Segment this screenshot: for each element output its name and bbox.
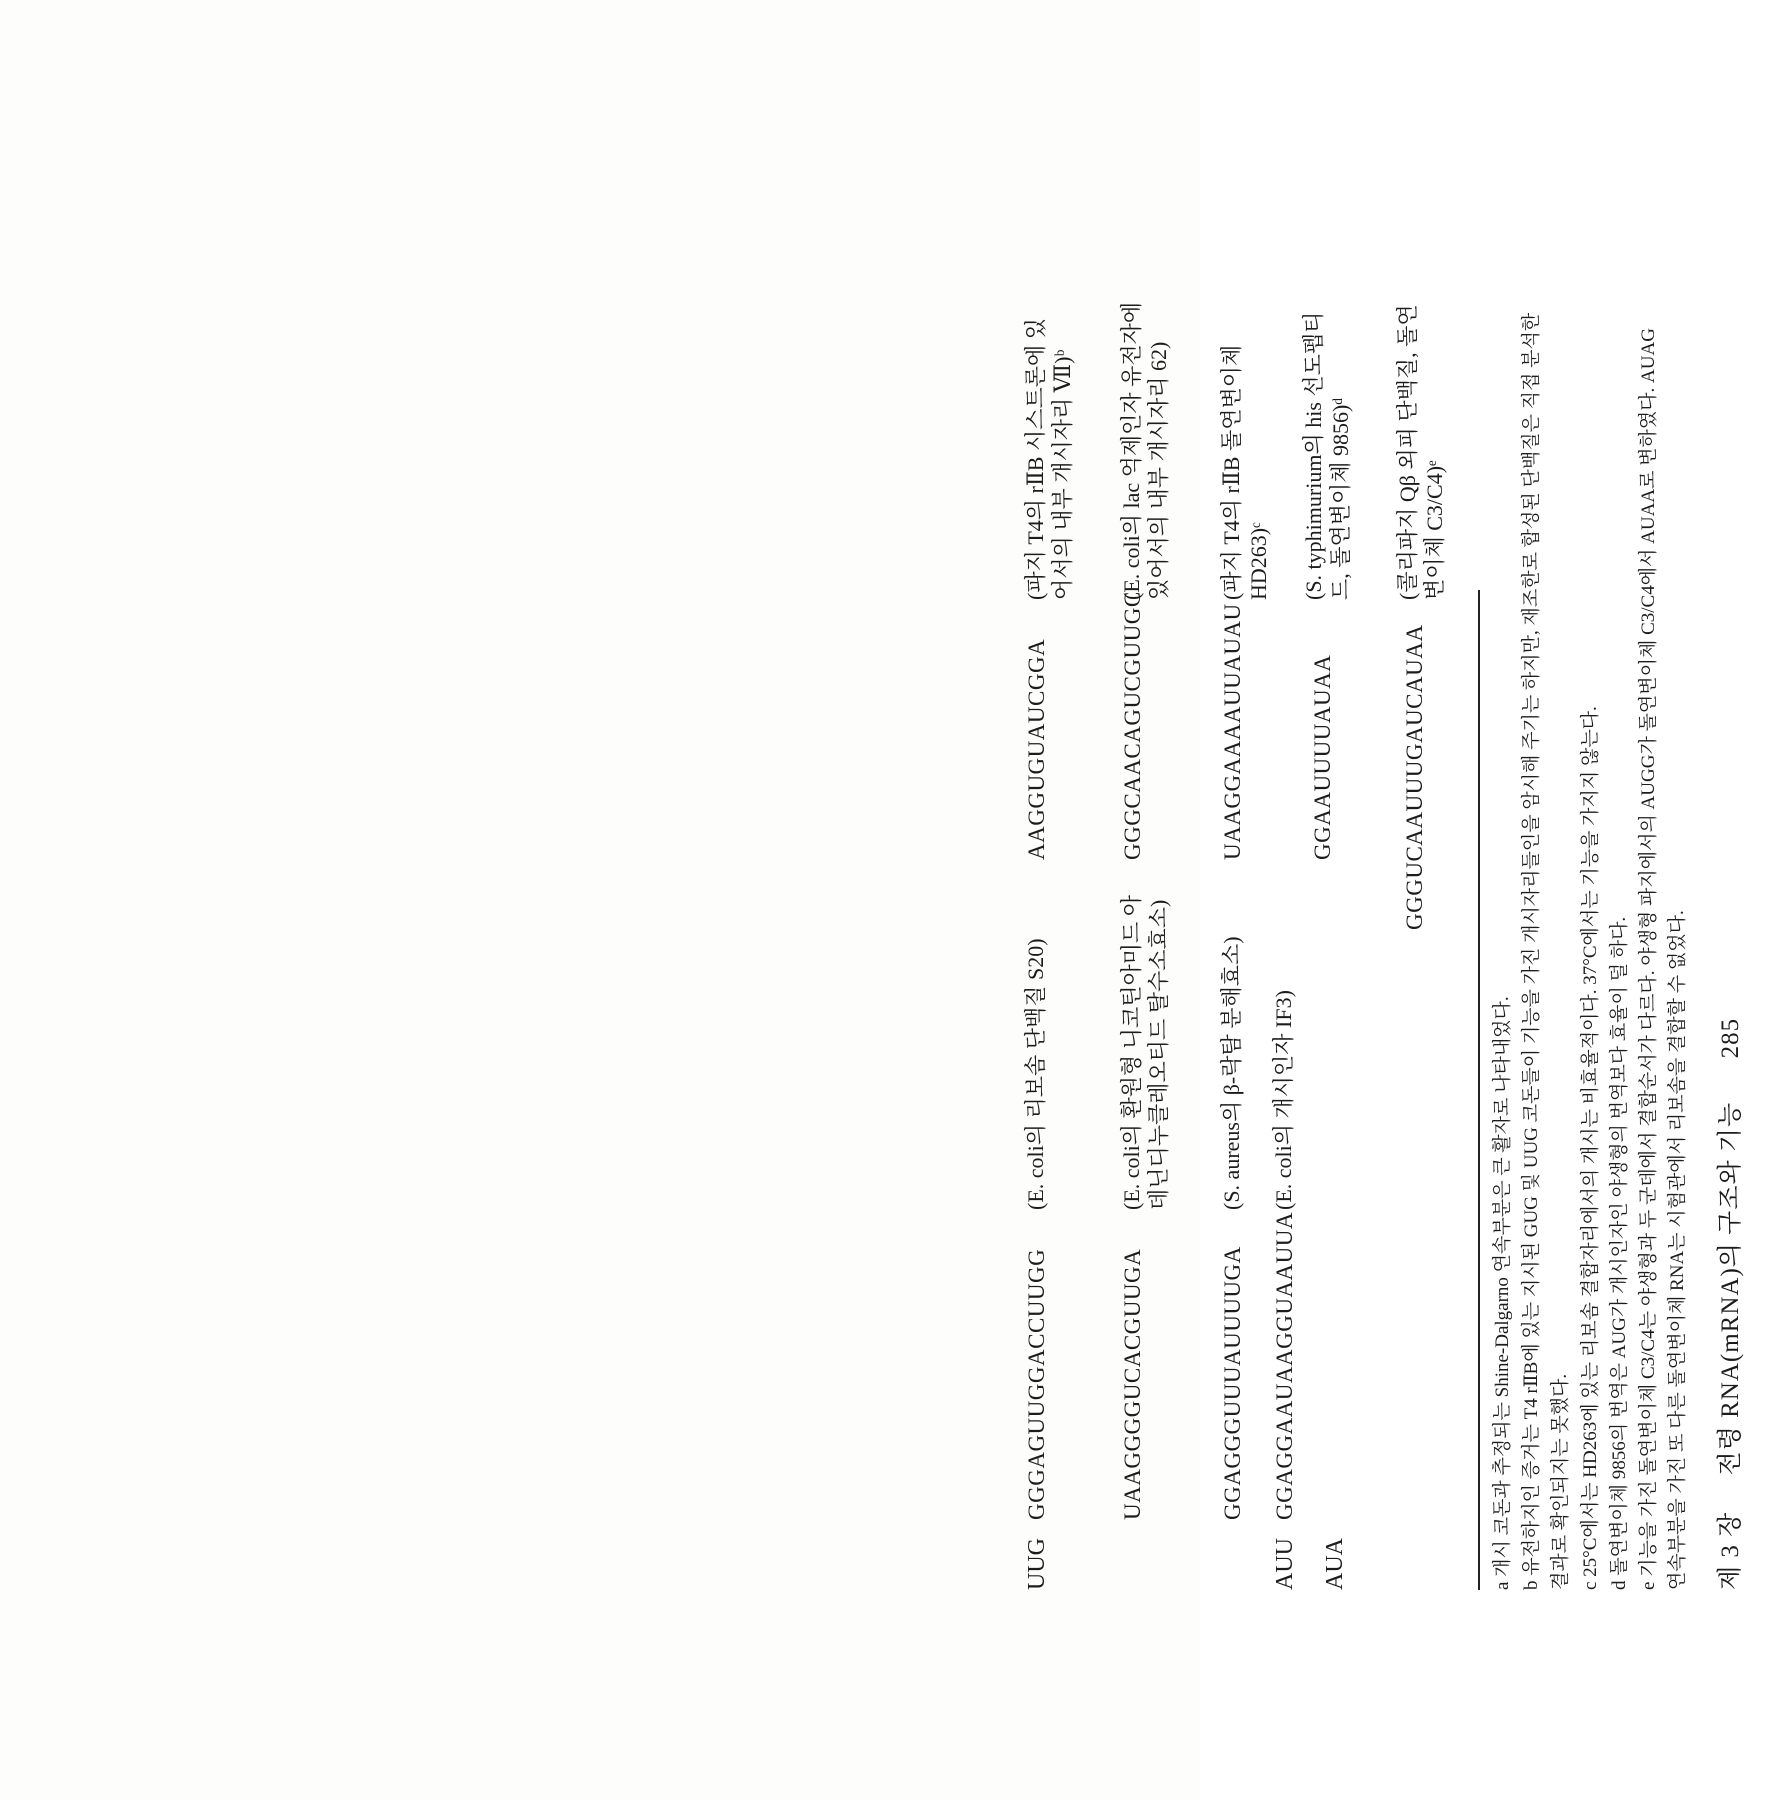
footnote-mark: b (1521, 1580, 1542, 1590)
sequence-right: AAGGUGUAUCGGA (1024, 638, 1049, 860)
footnote-mark: a (1492, 1581, 1513, 1590)
footnote-text: 25°C에서는 HD263에 있는 리보솜 결합자리에서의 개시는 비효율적이다. 37°C에서는 기능을 가지지 않는다. (1580, 706, 1601, 1577)
footnote-mark: c (1580, 1581, 1601, 1590)
sequence-left: GGAGGGUUUAUUUUGA (1220, 1246, 1245, 1520)
footnote-e (1634, 310, 1692, 1590)
sequence-right: GGAAUUUUAUAA (1310, 654, 1335, 860)
rotated-page-content (1010, 290, 1770, 1590)
codon-label: AUA (1322, 1538, 1348, 1590)
reference-text: (콜리파지 Qβ 외피 단백질, 돌연변이체 C3/C4)ᵉ (1395, 304, 1447, 600)
source-text: (S. aureus의 β-락탐 분해효소) (1219, 936, 1244, 1210)
footnote-b (1517, 310, 1575, 1590)
source-text: (E. coli의 개시인자 IF3) (1271, 990, 1296, 1210)
footnote-text: 개시 코돈과 추정되는 Shine-Dalgarno 연속부분은 큰 활자로 나타내었다. (1492, 996, 1513, 1577)
codon-label: AUU (1272, 1538, 1298, 1590)
sequence-left: GGGAGUUGGACCUUGG (1024, 1248, 1049, 1520)
sequence-left: GGAGGAAUAAGGUAAUUA (1272, 1212, 1297, 1520)
sequence-left: UAAGGGGUCACGUUGA (1120, 1248, 1145, 1520)
source-text: (E. coli의 환원형 니코틴아미드 아데닌디누클레오티드 탈수소효소) (1119, 894, 1171, 1210)
reference-text: (파지 T4의 rⅡB 돌연변이체 HD263)ᶜ (1219, 344, 1271, 600)
chapter-label: 제 3 장 (1717, 1511, 1744, 1590)
codon-label: UUG (1024, 1538, 1050, 1590)
reference-text: (파지 T4의 rⅡB 시스트론에 있어서의 내부 개시자리 Ⅶ)ᵇ (1023, 318, 1075, 600)
page-number: 285 (1717, 1017, 1744, 1059)
reference-text: (S. typhimurium의 his 선도펩티드, 돌연변이체 9856)ᵈ (1301, 311, 1353, 600)
footnote-text: 기능을 가진 돌연변이체 C3/C4는 야생형과 두 군데에서 결합순서가 다르다. 야생형 파지에서의 AUGG가 돌연변이체 C3/C4에서 AUAA로 변하였다. AUAG 연속부분을 가진 또 다른 돌연변이체 RNA는 시험관에서 리보솜을 결합할 수 없었다. (1638, 328, 1688, 1590)
reference-text: (E. coli의 lac 억제인자 유전자에 있어서의 내부 개시자리 62) (1119, 301, 1171, 600)
sequence-right: GGGUCAAUUUGAUCAUAA (1402, 624, 1427, 930)
footnote-mark: d (1609, 1580, 1630, 1590)
footnote-text: 유전하지인 증거는 T4 rⅡB에 있는 지시된 GUG 및 UUG 코돈들이 기능을 가진 개시자리들인을 암시해 주기는 하지만, 재조한로 합성된 단백질은 직접 분석한 결과로 확인되지는 못했다. (1521, 312, 1571, 1590)
footnote-mark: e (1638, 1581, 1659, 1590)
footnote-d (1605, 310, 1634, 1590)
table-rule (1478, 590, 1480, 1590)
running-header (1710, 590, 1746, 1590)
sequence-right: UAAGGAAAAUUAUAU (1220, 603, 1245, 860)
footnote-c (1576, 310, 1605, 1590)
sequence-right: GGGCAACAGUCGUUGC (1120, 591, 1145, 860)
source-text: (E. coli의 리보솜 단백질 S20) (1023, 938, 1048, 1210)
chapter-title: 전령 RNA(mRNA)의 구조와 기능 (1717, 1101, 1744, 1476)
footnote-a (1488, 310, 1517, 1590)
footnote-text: 돌연변이체 9856의 번역은 AUG가 개시인자인 야생형의 번역보다 효율이 덜 하다. (1609, 916, 1630, 1576)
